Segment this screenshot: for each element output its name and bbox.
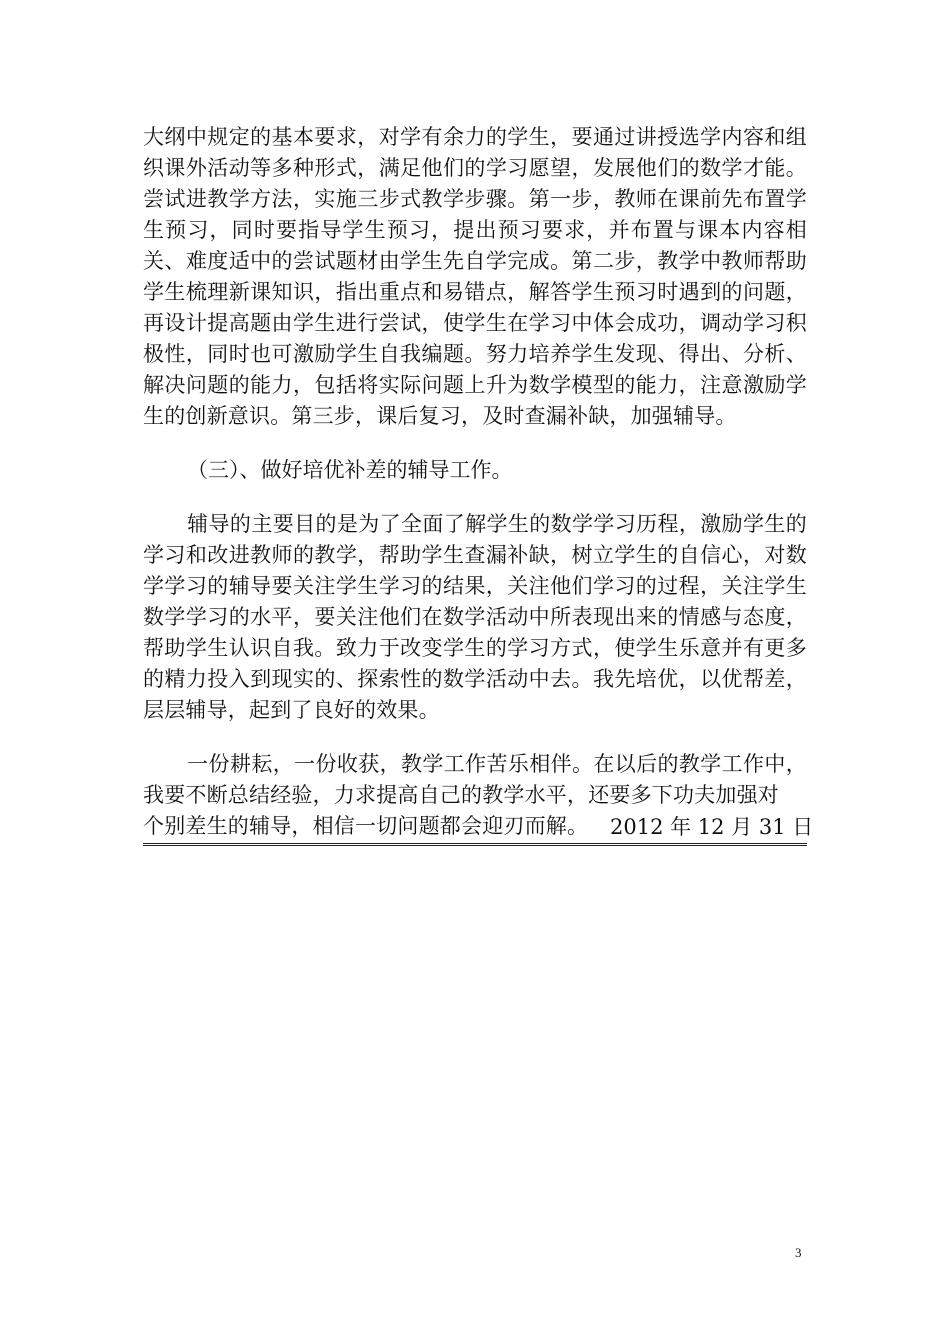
paragraph-3-text: 一份耕耘，一份收获，教学工作苦乐相伴。在以后的教学工作中，我要不断总结经验，力求提高自己的教学水平，还要多下功夫加强对 (143, 752, 807, 807)
paragraph-1-text: 大纲中规定的基本要求，对学有余力的学生，要通过讲授选学内容和组织课外活动等多种形式，满足他们的学习愿望，发展他们的数学才能。尝试进教学方法，实施三步式教学步骤。第一步，教师在课前先布置学生预习，同时要指导学生预习，提出预习要求，并布置与课本内容相关、难度适中的尝试题材由学生先自学完成。第二步，教学中教师帮助学生梳理新课知识，指出重点和易错点，解答学生预习时遇到的问题，再设计提高题由学生进行尝试，使学生在学习中体会成功，调动学习积极性，同时也可激励学生自我编题。努力培养学生发现、得出、分析、解决问题的能力，包括将实际问题上升为数学模型的能力，注意激励学生的创新意识。第三步，课后复习，及时查漏补缺，加强辅导。 (143, 125, 807, 428)
paragraph-tutoring (143, 509, 807, 726)
document-body (143, 122, 807, 869)
paragraph-teaching-methods (143, 122, 807, 432)
document-date: 2012 年 12 月 31 日 (610, 815, 814, 839)
paragraph-3-underlined-text: 个别差生的辅导，相信一切问题都会迎刃而解。 (143, 811, 807, 846)
section-heading-tutoring: （三）、做好培优补差的辅导工作。 (187, 458, 513, 482)
paragraph-2-text: 辅导的主要目的是为了全面了解学生的数学学习历程，激励学生的学习和改进教师的教学，帮助学生查漏补缺，树立学生的自信心，对数学学习的辅导要关注学生学习的结果，关注他们学习的过程，关注学生数学学习的水平，要关注他们在数学活动中所表现出来的情感与态度，帮助学生认识自我。致力于改变学生的学习方式，使学生乐意并有更多的精力投入到现实的、探索性的数学活动中去。我先培优，以优帮差，层层辅导，起到了良好的效果。 (143, 512, 807, 722)
page-number: 3 (795, 1245, 802, 1260)
